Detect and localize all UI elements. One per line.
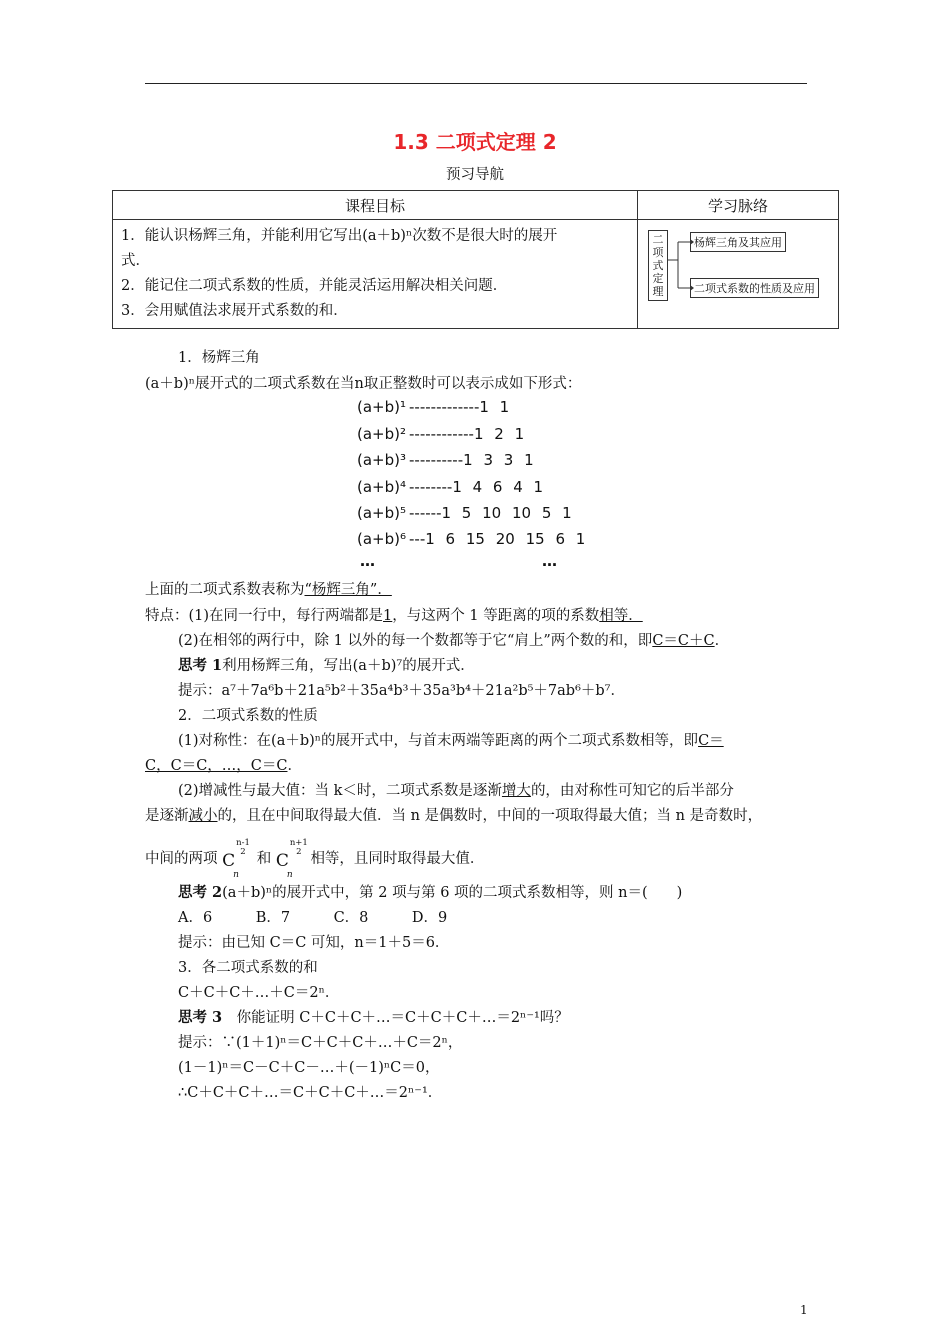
think1-line: 思考 1利用杨辉三角，写出(a＋b)⁷的展开式． (178, 657, 475, 674)
map-header: 学习脉络 (638, 191, 839, 220)
triangle-ellipsis: … (360, 552, 375, 570)
triangle-row: (a+b)⁴ --------1 4 6 4 1 (357, 478, 544, 496)
goal-item: 式． (121, 253, 150, 269)
section1-heading: 1．杨辉三角 (178, 350, 260, 366)
feature2-line: (2)在相邻的两行中，除 1 以外的每一个数都等于它“肩上”两个数的和，即C＝C＋C． (178, 633, 730, 649)
triangle-row: (a+b)⁶ ---1 6 15 20 15 6 1 (357, 530, 586, 548)
triangle-row: (a+b)⁵ ------1 5 10 10 5 1 (357, 504, 572, 522)
page-subtitle: 预习导航 (446, 167, 504, 183)
binomial-c-1: C n-1 2 n (222, 838, 250, 880)
section2-heading: 2．二项式系数的性质 (178, 708, 318, 724)
goals-header: 课程目标 (113, 191, 638, 220)
map-node-properties: 二项式系数的性质及应用 (690, 278, 819, 298)
goal-item: 2．能记住二项式系数的性质，并能灵活运用解决相关问题． (121, 278, 508, 294)
middle-terms-line: 中间的两项 C n-1 2 n 和 C n+1 2 n 相等，且同时取得最大值． (145, 838, 485, 880)
triangle-row: (a+b)¹ -------------1 1 (357, 398, 510, 416)
monotonic-line: (2)增减性与最大值：当 k＜时，二项式系数是逐渐增大的，由对称性可知它的后半部分 (178, 783, 734, 799)
map-root: 二 项 式 定 理 (648, 230, 668, 301)
symmetry-line: (1)对称性：在(a＋b)ⁿ的展开式中，与首末两端等距离的两个二项式系数相等，即C＝ (178, 733, 724, 749)
think3-line: 思考 3 你能证明 C＋C＋C＋…＝C＋C＋C＋…＝2ⁿ⁻¹吗？ (178, 1009, 569, 1026)
hint3-line-b: (1－1)ⁿ＝C－C＋C－…＋(－1)ⁿC＝0， (178, 1060, 440, 1076)
page-number: 1 (800, 1303, 808, 1317)
triangle-row: (a+b)³ ----------1 3 3 1 (357, 451, 534, 469)
goal-item: 1．能认识杨辉三角，并能利用它写出(a＋b)ⁿ次数不是很大时的展开 (121, 228, 558, 244)
feature1-line: 特点：(1)在同一行中，每行两端都是1，与这两个 1 等距离的项的系数相等． (145, 608, 643, 624)
think2-options: A．6 B．7 C．8 D．9 (178, 910, 448, 926)
think2-line: 思考 2(a＋b)ⁿ的展开式中，第 2 项与第 6 项的二项式系数相等，则 n＝( ) (178, 884, 683, 901)
hint2-line: 提示：由已知 C＝C 可知，n＝1＋5＝6． (178, 935, 450, 951)
sum-line: C＋C＋C＋…＋C＝2ⁿ． (178, 985, 340, 1001)
section1-intro: (a＋b)ⁿ展开式的二项式系数在当n取正整数时可以表示成如下形式： (145, 376, 582, 392)
section3-heading: 3．各二项式系数的和 (178, 960, 318, 976)
triangle-ellipsis: … (542, 552, 557, 570)
map-node-yanghui: 杨辉三角及其应用 (690, 232, 786, 252)
page-title: 1.3 二项式定理 2 (393, 130, 557, 154)
monotonic-line-2: 是逐渐减小的，且在中间取得最大值．当 n 是偶数时，中间的一项取得最大值；当 n 是奇数时， (145, 808, 763, 824)
hint1-line: 提示：a⁷＋7a⁶b＋21a⁵b²＋35a⁴b³＋35a³b⁴＋21a²b⁵＋7ab⁶＋b⁷． (178, 683, 625, 699)
named-line: 上面的二项式系数表称为“杨辉三角”． (145, 582, 392, 598)
hint3-line-a: 提示：∵(1＋1)ⁿ＝C＋C＋C＋…＋C＝2ⁿ， (178, 1035, 463, 1051)
symmetry-line-2: C，C＝C，…，C＝C． (145, 758, 302, 774)
triangle-row: (a+b)² ------------1 2 1 (357, 425, 525, 443)
hint3-line-c: ∴C＋C＋C＋…＝C＋C＋C＋…＝2ⁿ⁻¹． (178, 1085, 443, 1101)
goal-item: 3．会用赋值法求展开式系数的和． (121, 303, 348, 319)
binomial-c-2: C n+1 2 n (275, 838, 308, 880)
